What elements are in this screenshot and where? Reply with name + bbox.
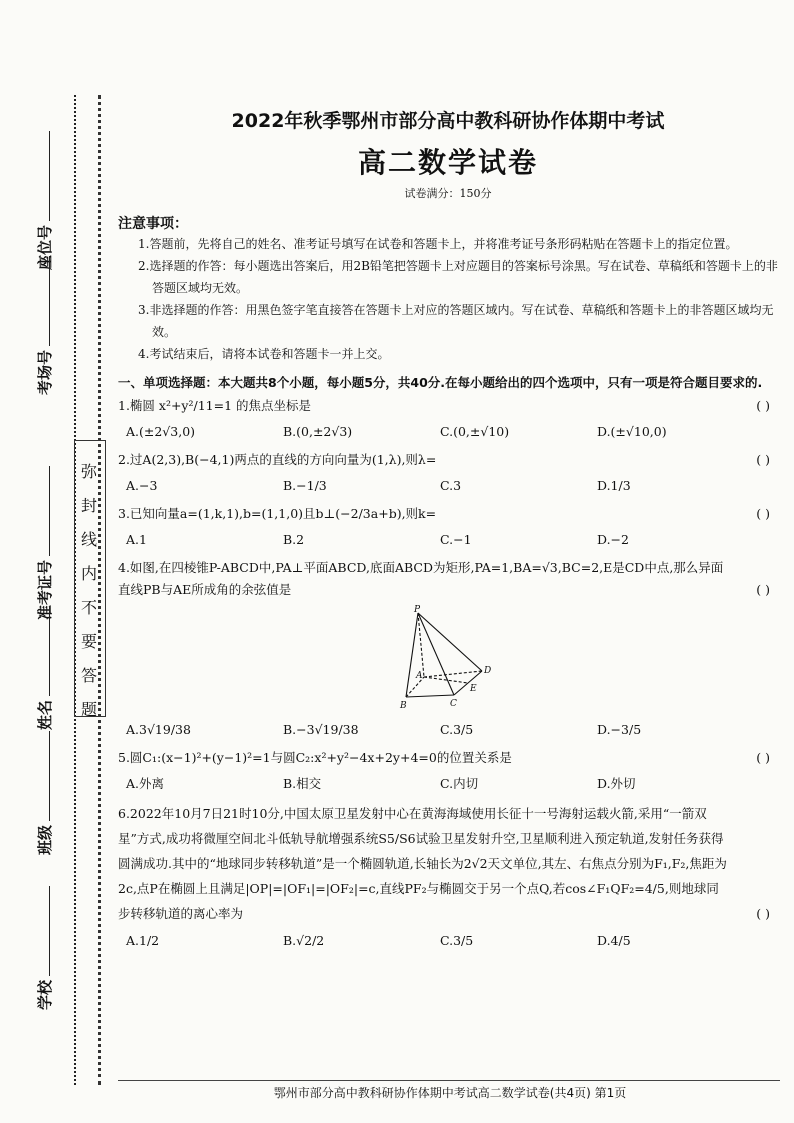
admission-number-field[interactable]: 准考证号 bbox=[34, 466, 55, 620]
option-d: D.1/3 bbox=[597, 478, 631, 493]
question-stem: 5.圆C₁:(x−1)²+(y−1)²=1与圆C₂:x²+y²−4x+2y+4=0的位置关系是 bbox=[118, 750, 512, 765]
question-stem: 6.2022年10月7日21时10分,中国太原卫星发射中心在黄海海域使用长征十一号海射运载火箭,采用“一箭双星”方式,成功将微厘空间北斗低轨导航增强系统S5/S6试验卫星发射升空,卫星顺利进入预定轨道,发射任务获得圆满成功.其中的“地球同步转移轨道”是一个椭圆轨道,长轴长为2√2天文单位,其左、右焦点分别为F₁,F₂,焦距为2c,点P在椭圆上且满足|OP|=|OF₁|=|OF₂|=c,直线PF₂与椭圆交于另一个点Q,若cos∠F₁QF₂=4/5,则地球同步转移轨道的离心率为 bbox=[118, 806, 727, 921]
notice-item: 2.选择题的作答：每小题选出答案后，用2B铅笔把答题卡上对应题目的答案标号涂黑。写在试卷、草稿纸和答题卡上的非答题区域均无效。 bbox=[138, 259, 778, 295]
label-a: A bbox=[416, 671, 423, 681]
pyramid-figure bbox=[398, 605, 498, 715]
option-a: A.−3 bbox=[126, 478, 158, 493]
option-c: C.(0,±√10) bbox=[440, 424, 510, 439]
seat-number-field[interactable]: 座位号 bbox=[34, 131, 55, 270]
class-field[interactable]: 班级 bbox=[34, 731, 55, 855]
option-b: B.√2/2 bbox=[283, 933, 325, 948]
option-a: A.外离 bbox=[126, 776, 165, 791]
option-c: C.内切 bbox=[440, 776, 479, 791]
option-d: D.外切 bbox=[597, 776, 636, 791]
label-e: E bbox=[470, 684, 477, 694]
label-c: C bbox=[450, 699, 457, 709]
question-4 bbox=[118, 557, 778, 741]
name-field[interactable]: 姓名 bbox=[34, 606, 55, 730]
answer-bracket: ( ) bbox=[756, 906, 770, 921]
option-a: A.1/2 bbox=[126, 933, 160, 948]
seal-warning: 弥 封 线 内 不 要 答 题 bbox=[80, 462, 97, 719]
option-a: A.3√19/38 bbox=[126, 722, 191, 737]
question-1 bbox=[118, 395, 778, 443]
school-field[interactable]: 学校 bbox=[34, 886, 55, 1010]
option-b: B.(0,±2√3) bbox=[283, 424, 353, 439]
question-6 bbox=[118, 801, 778, 952]
footer-divider bbox=[118, 1080, 780, 1081]
option-c: C.3/5 bbox=[440, 933, 474, 948]
option-d: D.−2 bbox=[597, 532, 629, 547]
exam-title: 2022年秋季鄂州市部分高中教科研协作体期中考试 bbox=[231, 110, 665, 132]
answer-bracket: ( ) bbox=[756, 398, 770, 413]
option-b: B.2 bbox=[283, 532, 305, 547]
label-d: D bbox=[484, 666, 492, 676]
option-d: D.−3/5 bbox=[597, 722, 642, 737]
option-c: C.3/5 bbox=[440, 722, 474, 737]
label-p: P bbox=[414, 605, 421, 615]
option-c: C.3 bbox=[440, 478, 462, 493]
label-b: B bbox=[400, 701, 407, 711]
option-a: A.(±2√3,0) bbox=[126, 424, 196, 439]
notice-item: 4.考试结束后，请将本试卷和答题卡一并上交。 bbox=[138, 347, 390, 361]
option-a: A.1 bbox=[126, 532, 147, 547]
subject-title: 高二数学试卷 bbox=[357, 146, 538, 179]
option-b: B.相交 bbox=[283, 776, 322, 791]
notice-item: 3.非选择题的作答：用黑色签字笔直接答在答题卡上对应的答题区域内。写在试卷、草稿纸和答题卡上的非答题区域均无效。 bbox=[138, 303, 774, 339]
option-d: D.(±√10,0) bbox=[597, 424, 667, 439]
question-3 bbox=[118, 503, 778, 551]
question-2 bbox=[118, 449, 778, 497]
option-b: B.−3√19/38 bbox=[283, 722, 359, 737]
full-score: 试卷满分：150分 bbox=[404, 187, 492, 200]
exam-content bbox=[118, 96, 778, 958]
answer-bracket: ( ) bbox=[756, 452, 770, 467]
question-stem: 4.如图,在四棱锥P-ABCD中,PA⊥平面ABCD,底面ABCD为矩形,PA=1,BA=√3,BC=2,E是CD中点,那么异面直线PB与AE所成角的余弦值是 bbox=[118, 560, 724, 597]
option-c: C.−1 bbox=[440, 532, 472, 547]
page-footer: 鄂州市部分高中教科研协作体期中考试高二数学试卷(共4页) 第1页 bbox=[273, 1086, 627, 1100]
question-stem: 1.椭圆 x²+y²/11=1 的焦点坐标是 bbox=[118, 398, 312, 413]
answer-bracket: ( ) bbox=[756, 506, 770, 521]
notice-title: 注意事项： bbox=[118, 216, 188, 232]
option-b: B.−1/3 bbox=[283, 478, 327, 493]
question-5 bbox=[118, 747, 778, 795]
answer-bracket: ( ) bbox=[756, 750, 770, 765]
question-stem: 2.过A(2,3),B(−4,1)两点的直线的方向向量为(1,λ),则λ= bbox=[118, 452, 437, 467]
binding-margin bbox=[0, 0, 112, 1123]
exam-room-field[interactable]: 考场号 bbox=[34, 256, 55, 395]
option-d: D.4/5 bbox=[597, 933, 631, 948]
notice-item: 1.答题前，先将自己的姓名、准考证号填写在试卷和答题卡上，并将准考证号条形码粘贴在答题卡上的指定位置。 bbox=[138, 237, 738, 251]
section-heading: 一、单项选择题：本大题共8个小题，每小题5分，共40分.在每小题给出的四个选项中，只有一项是符合题目要求的. bbox=[118, 375, 763, 390]
answer-bracket: ( ) bbox=[756, 582, 770, 597]
question-stem: 3.已知向量a=(1,k,1),b=(1,1,0)且b⊥(−2/3a+b),则k= bbox=[118, 506, 437, 521]
